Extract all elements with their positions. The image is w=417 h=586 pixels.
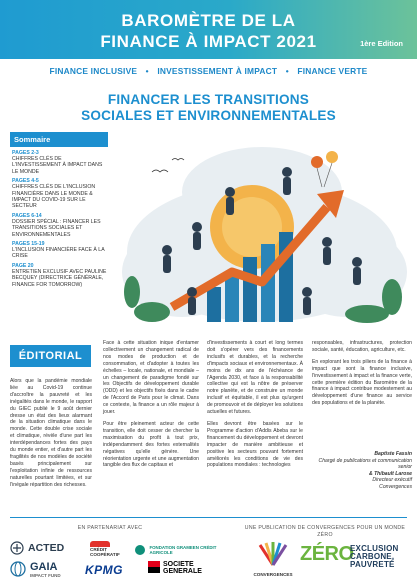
page-title-line-1: FINANCER LES TRANSITIONS [107,92,310,107]
divider [10,517,407,518]
sommaire-pages: PAGES 15-19 [12,241,45,248]
sommaire-pages: PAGES 6-14 [12,212,42,219]
sommaire-text: CHIFFRES CLÉS DE L'INVESTISSEMENT À IMPACT DANS LE MONDE [12,156,103,175]
sommaire-text: L'INCLUSION FINANCIÈRE FACE À LA CRISE [12,247,105,260]
title-line-2: FINANCE À IMPACT 2021 [100,32,317,51]
partners-label: EN PARTENARIAT AVEC [77,525,143,531]
zero-text: ZÉRO [300,543,354,565]
sg-text [163,561,202,575]
gaia-subtext: IMPACT FUND [30,573,61,578]
convergences-text: CONVERGENCES [253,572,293,577]
sommaire-item[interactable] [10,213,108,238]
fondation-mark-icon [135,545,145,555]
editorial-col-3 [207,340,303,474]
cover-illustration [112,132,412,332]
birds-icon [152,159,184,173]
editorial-paragraph: responsables, infrastructures, protection sociale, santé, éducation, agriculture, etc. [312,340,412,353]
bullet-icon: • [285,66,289,76]
sommaire-pages: PAGES 4-5 [12,178,39,185]
sommaire-item[interactable] [10,178,108,210]
bullet-icon: • [145,66,149,76]
editorial-col-1 [10,378,92,494]
signatory-role: Chargé de publications et communication senior [318,457,412,470]
acted-mark-icon [10,541,24,555]
header-banner [0,0,417,59]
signatory-org: Convergences [379,483,412,490]
gaia-text: GAIA [30,561,58,573]
zero-sub-3: PAUVRETÉ [350,560,395,569]
illustration-svg [112,132,412,332]
page-title [0,92,417,124]
sg-black-block-icon [148,567,160,573]
sommaire-heading: Sommaire [10,132,108,147]
gaia-globe-icon [10,561,26,577]
page-title-line-2: SOCIALES ET ENVIRONNEMENTALES [81,108,336,123]
editorial-paragraph: Face à cette situation inique d'entamer collectivement un changement radical de nos modes de production et de consommation, et d'adopter à toutes les échelles – locale, nationale, et mondiale – un changement de paradigme fondé sur les Objectifs de développement durable (ODD) et les objectifs fixés dans le cadre de l'Accord de Paris pour le climat. Dans ce contexte, la finance a un rôle majeur à jouer. [103,340,199,416]
sommaire-box [10,132,108,332]
convergences-logo[interactable] [250,539,296,577]
editorial-paragraph: Elles devront être basées sur le Programme d'action d'Addis Abeba sur le financement du développement et devront impacter de manière ambitieuse et positive les secteurs pouvant fortement améliorés les conditions de vie des populations mondiales : technologies [207,420,303,469]
pillar-impact: INVESTISSEMENT À IMPACT [157,66,278,76]
signature-block [312,451,412,490]
sommaire-pages: PAGES 2-3 [12,150,39,156]
editorial-paragraph: En explorant les trois piliers de la finance à impact que sont la finance inclusive, l'investissement à impact et la finance verte, cette première édition du Baromètre de la finance à impact contribue modestement au développement d'une finance au service des populations et de la planète. [312,358,412,407]
signatory-role: Directeur exécutif [372,477,412,483]
zero-subtext [350,545,398,569]
sommaire-pages: PAGE 20 [12,262,34,269]
title-line-1: BAROMÈTRE DE LA [121,11,296,30]
pillar-green: FINANCE VERTE [297,66,368,76]
kpmg-logo[interactable]: KPMG [85,563,123,577]
fondation-text: FONDATION GRAMEEN CRÉDIT AGRICOLE [149,544,217,555]
sommaire-text: DOSSIER SPÉCIAL : FINANCER LES TRANSITIONS SOCIALES ET ENVIRONNEMENTALES [12,218,101,238]
editorial-heading: ÉDITORIAL [10,345,91,367]
editorial-paragraph: Alors que la pandémie mondiale liée au Covid-19 continue d'accroître la pauvreté et les inégalités dans le monde, le rapport du GIEC publié le 9 août dernier dresse un état des lieux alarmant de la situation climatique dans le monde. Cette double crise sociale et climatique, révèle d'une part les interdépendances fortes des pays du monde entier, et d'autre part les fragilités de nos modèles de société basés principalement sur l'exploitation infinie de ressources naturelles pourtant limitées, et sur l'inégale répartition des richesses. [10,378,92,488]
zero-sub-1: EXCLUSION [350,544,399,553]
sg-line1: SOCIETE [163,561,194,568]
convergences-mark-icon [256,539,290,567]
gaia-logo[interactable] [10,561,61,582]
signatory-name: & Thibault Larose [368,470,412,477]
editorial-col-4 [312,340,412,412]
edition-label: 1ère Edition [360,39,403,48]
sommaire-text: ENTRETIEN EXCLUSIF AVEC PAULINE BECQUEY (DIRECTRICE GÉNÉRALE, FINANCE FOR TOMORROW) [12,268,107,288]
editorial-paragraph: Pour être pleinement acteur de cette transition, elle doit cesser de chercher la maximisation du profit à tout prix, indépendamment des fortes externalités négatives qu'elle génère. Une réorientation urgente et une augmentation tangible des flux de capitaux et [103,420,199,469]
sommaire-item[interactable] [10,241,108,260]
credit-coop-text: CRÉDIT COOPÉRATIF [90,547,120,557]
pillars-line [0,66,417,76]
editorial-paragraph: d'investissements à court et long termes doit s'opérer vers des financements inclusifs et durables, et la recherche d'impacts sociaux et environnementaux. À moins de dix ans de l'échéance de l'Agenda 2030, et face à la responsabilité collective qui est la nôtre de préserver notre planète, et de construire un monde inclusif et équitable, il est plus qu'urgent de promouvoir et de déployer les solutions actuelles et futures. [207,340,303,416]
editorial-col-2 [103,340,199,474]
acted-text: ACTED [28,542,65,554]
sommaire-item[interactable] [10,150,108,175]
sommaire-item[interactable] [10,263,108,288]
credit-coop-logo[interactable] [90,541,130,557]
publication-label: UNE PUBLICATION DE CONVERGENCES POUR UN MONDE ZÉRO [244,525,406,538]
pillar-inclusive: FINANCE INCLUSIVE [49,66,138,76]
footer [0,521,417,586]
sommaire-text: CHIFFRES CLÉS DE L'INCLUSION FINANCIÈRE DANS LE MONDE & IMPACT DU COVID-19 SUR LE SECTEUR [12,184,96,210]
signatory-name: Baptiste Fassin [374,451,412,457]
acted-logo[interactable] [10,541,65,560]
sg-line2: GENERALE [163,568,202,575]
fondation-logo[interactable] [135,541,220,559]
zero-sub-2: CARBONE, [350,552,395,561]
